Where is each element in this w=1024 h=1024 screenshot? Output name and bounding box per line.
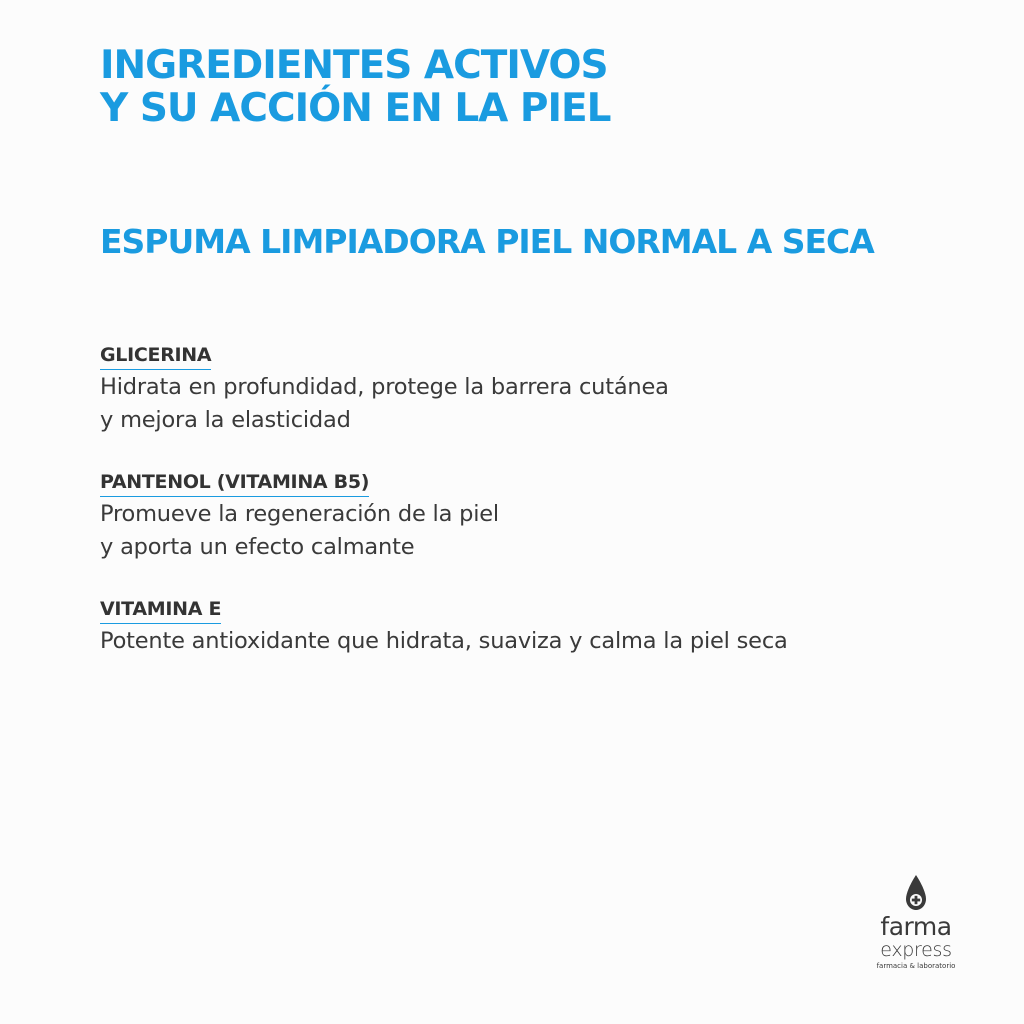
page-title — [100, 44, 611, 130]
ingredient-description-line: y mejora la elasticidad — [100, 407, 351, 433]
ingredient-pantenol — [100, 470, 920, 564]
ingredient-description — [100, 625, 920, 658]
ingredient-description-line: Promueve la regeneración de la piel — [100, 501, 499, 527]
ingredient-description — [100, 498, 920, 564]
logo-wordmark-express: express — [880, 939, 952, 961]
page-title-line-2: Y SU ACCIÓN EN LA PIEL — [100, 86, 611, 131]
farma-express-logo — [866, 874, 966, 971]
ingredient-name: VITAMINA E — [100, 597, 221, 624]
ingredient-description — [100, 371, 920, 437]
page-title-line-1: INGREDIENTES ACTIVOS — [100, 43, 608, 88]
drop-with-cross-icon — [904, 874, 928, 912]
product-subtitle: ESPUMA LIMPIADORA PIEL NORMAL A SECA — [100, 222, 874, 261]
ingredient-description-line: Hidrata en profundidad, protege la barrera cutánea — [100, 374, 669, 400]
logo-tagline: farmacia & laboratorio — [876, 962, 956, 970]
ingredient-glicerina — [100, 343, 920, 437]
ingredient-description-line: Potente antioxidante que hidrata, suaviza y calma la piel seca — [100, 628, 788, 654]
logo-wordmark-farma: farma — [880, 912, 952, 941]
ingredient-vitamina-e — [100, 597, 920, 658]
ingredient-name: GLICERINA — [100, 343, 211, 370]
ingredient-description-line: y aporta un efecto calmante — [100, 534, 415, 560]
ingredient-name: PANTENOL (VITAMINA B5) — [100, 470, 369, 497]
